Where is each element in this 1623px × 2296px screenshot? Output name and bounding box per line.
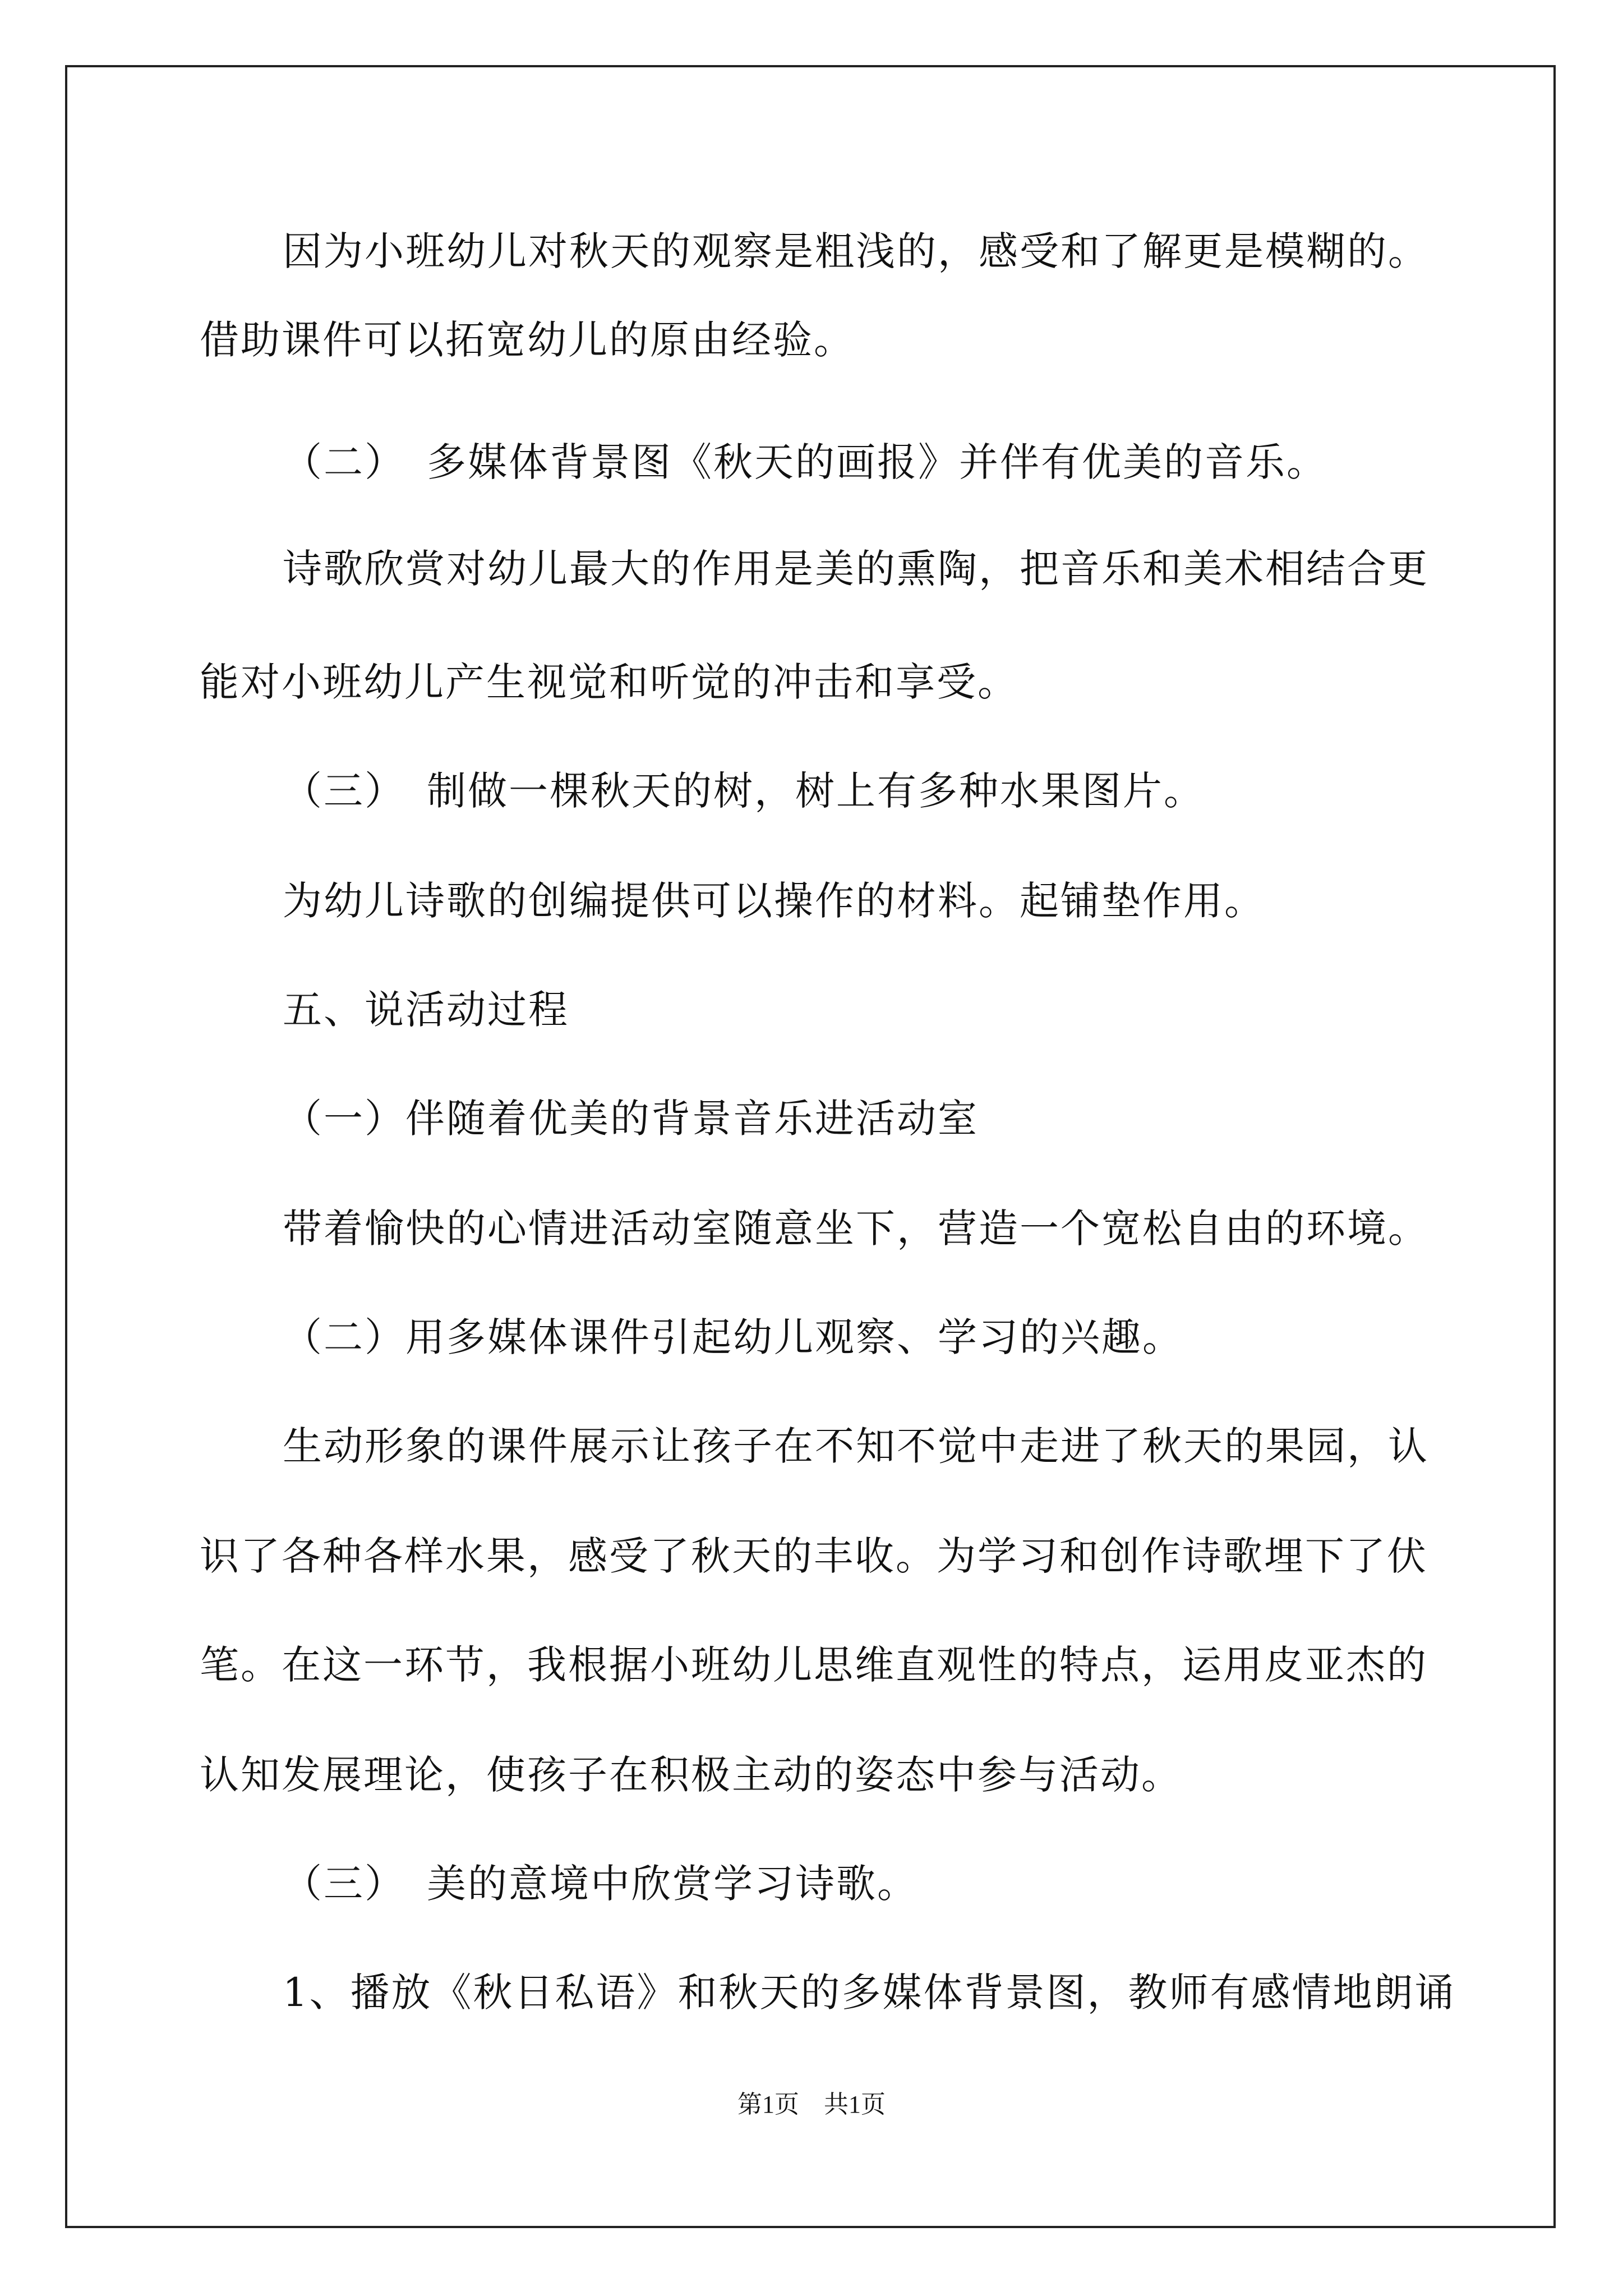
section-heading: （三） 美的意境中欣赏学习诗歌。 bbox=[283, 1861, 918, 1907]
paragraph-line: 生动形象的课件展示让孩子在不知不觉中走进了秋天的果园，认 bbox=[283, 1423, 1429, 1469]
section-heading: 五、说活动过程 bbox=[283, 987, 569, 1033]
section-heading: （一）伴随着优美的背景音乐进活动室 bbox=[283, 1096, 979, 1142]
paragraph-line: 借助课件可以拓宽幼儿的原由经验。 bbox=[200, 317, 855, 363]
section-heading: （二） 多媒体背景图《秋天的画报》并伴有优美的音乐。 bbox=[283, 439, 1327, 485]
paragraph-line: 为幼儿诗歌的创编提供可以操作的材料。起铺垫作用。 bbox=[283, 878, 1265, 924]
paragraph-line: 1、播放《秋日私语》和秋天的多媒体背景图，教师有感情地朗诵 bbox=[283, 1970, 1456, 2016]
section-heading: （二）用多媒体课件引起幼儿观察、学习的兴趣。 bbox=[283, 1314, 1183, 1360]
paragraph-line: 带着愉快的心情进活动室随意坐下，营造一个宽松自由的环境。 bbox=[283, 1205, 1429, 1251]
paragraph-line: 能对小班幼儿产生视觉和听觉的冲击和享受。 bbox=[200, 659, 1018, 705]
section-heading: （三） 制做一棵秋天的树，树上有多种水果图片。 bbox=[283, 768, 1205, 814]
page-footer: 第1页 共1页 bbox=[737, 2091, 886, 2118]
paragraph-line: 认知发展理论，使孩子在积极主动的姿态中参与活动。 bbox=[200, 1752, 1182, 1798]
paragraph-line: 因为小班幼儿对秋天的观察是粗浅的，感受和了解更是模糊的。 bbox=[283, 228, 1429, 274]
paragraph-line: 识了各种各样水果，感受了秋天的丰收。为学习和创作诗歌埋下了伏 bbox=[200, 1533, 1428, 1579]
paragraph-line: 笔。在这一环节，我根据小班幼儿思维直观性的特点，运用皮亚杰的 bbox=[200, 1642, 1428, 1688]
paragraph-line: 诗歌欣赏对幼儿最大的作用是美的熏陶，把音乐和美术相结合更 bbox=[283, 546, 1429, 592]
